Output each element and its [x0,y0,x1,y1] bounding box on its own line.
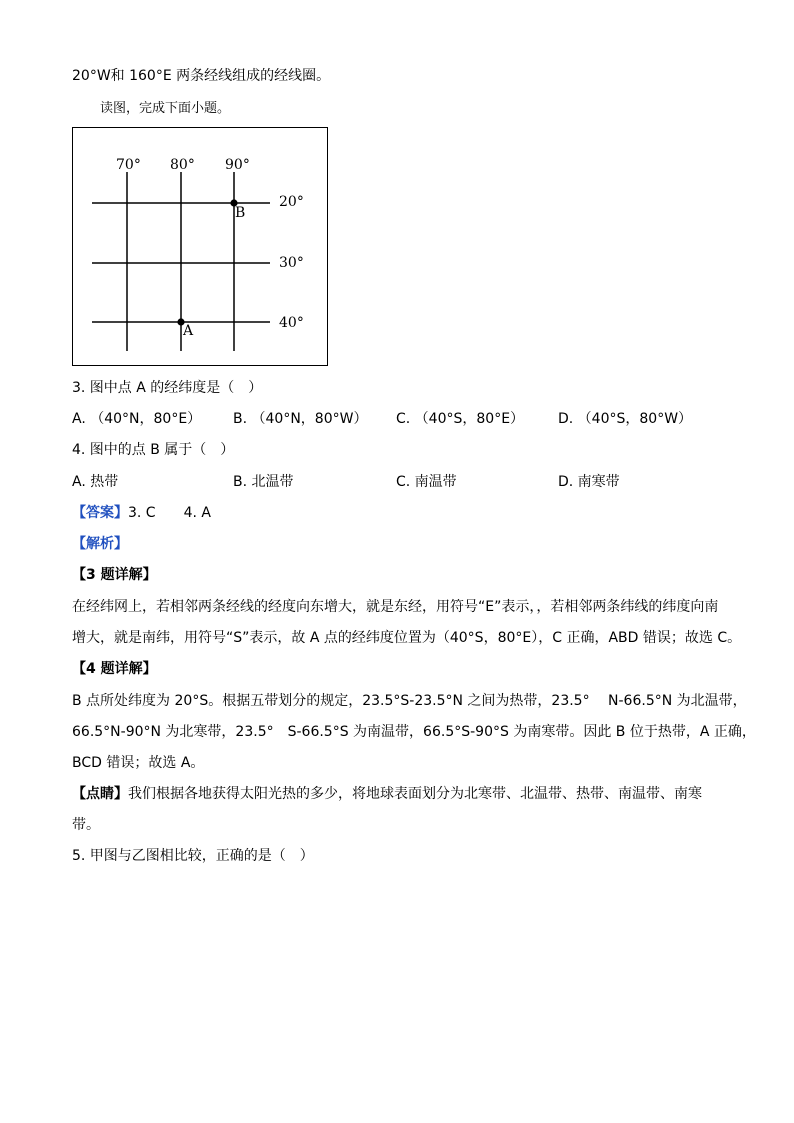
answer-tag: 【答案】 [72,505,128,521]
point-a-label: A [183,323,194,339]
lat-label-30: 30° [279,255,304,271]
lat-label-40: 40° [279,315,304,331]
detail4-tag: 【4 题详解】 [72,661,157,677]
q3-option-d[interactable]: D. （40°S，80°W） [558,411,693,427]
detail3-line2: 增大，就是南纬，用符号“S”表示，故 A 点的经纬度位置为（40°S，80°E），C 正确，ABD 错误；故选 C。 [72,630,742,646]
q4-option-c[interactable]: C. 南温带 [396,474,457,490]
q5-stem: 5. 甲图与乙图相比较，正确的是（ ） [72,848,314,864]
lat-label-20: 20° [279,194,304,210]
analysis-tag: 【解析】 [72,536,128,552]
answer-line [72,503,211,523]
q3-stem: 3. 图中点 A 的经纬度是（ ） [72,380,263,396]
q4-option-b[interactable]: B. 北温带 [233,474,294,490]
analysis-line [72,534,128,554]
lon-label-80: 80° [170,157,195,173]
q3-option-a[interactable]: A. （40°N，80°E） [72,411,202,427]
lat-lon-grid-figure [72,127,328,366]
point-b-label: B [235,205,246,221]
q4-option-a[interactable]: A. 热带 [72,474,119,490]
tip-line1 [72,784,702,804]
q4-stem: 4. 图中的点 B 属于（ ） [72,442,235,458]
lon-label-90: 90° [225,157,250,173]
q4-option-d[interactable]: D. 南寒带 [558,474,620,490]
detail3-line1: 在经纬网上，若相邻两条经线的经度向东增大，就是东经，用符号“E”表示，，若相邻两条纬线的纬度向南 [72,599,719,615]
detail3-tag: 【3 题详解】 [72,567,157,583]
grid-svg [73,128,329,367]
intro-line: 20°W和 160°E 两条经线组成的经线圈。 [72,68,331,84]
tip-text-1: 我们根据各地获得太阳光热的多少，将地球表面划分为北寒带、北温带、热带、南温带、南寒 [128,786,702,802]
detail4-line1: B 点所处纬度为 20°S。根据五带划分的规定，23.5°S-23.5°N 之间为热带，23.5° N-66.5°N 为北温带， [72,693,747,709]
q3-option-c[interactable]: C. （40°S，80°E） [396,411,525,427]
tip-line2: 带。 [72,817,100,833]
detail4-line2: 66.5°N-90°N 为北寒带，23.5° S-66.5°S 为南温带，66.5°S-90°S 为南寒带。因此 B 位于热带，A 正确， [72,724,756,740]
q3-option-b[interactable]: B. （40°N，80°W） [233,411,368,427]
detail4-line3: BCD 错误；故选 A。 [72,755,205,771]
tip-tag: 【点睛】 [72,786,128,802]
lon-label-70: 70° [116,157,141,173]
answer-text: 3. C 4. A [128,505,211,521]
instruction: 读图，完成下面小题。 [100,101,231,116]
